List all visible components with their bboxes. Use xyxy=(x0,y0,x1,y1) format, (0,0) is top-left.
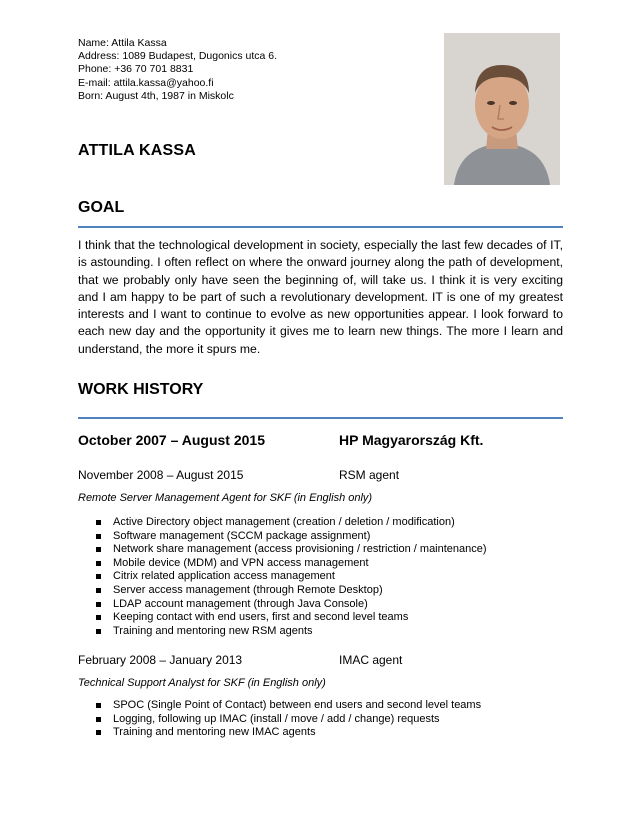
work-history-heading: WORK HISTORY xyxy=(78,381,204,398)
role-title: RSM agent xyxy=(339,468,400,482)
goal-divider xyxy=(78,226,563,228)
role-description: Remote Server Management Agent for SKF (in English only) xyxy=(78,492,373,504)
bullet-square-icon xyxy=(96,615,101,620)
bullet-square-icon xyxy=(96,703,101,708)
list-item: SPOC (Single Point of Contact) between end users and second level teams xyxy=(96,699,481,713)
role-dates: February 2008 – January 2013 xyxy=(78,653,243,667)
bullet-square-icon xyxy=(96,520,101,525)
role-title: IMAC agent xyxy=(339,653,403,667)
employment-period: October 2007 – August 2015 xyxy=(78,432,266,448)
contact-phone: Phone: +36 70 701 8831 xyxy=(78,63,194,76)
role-duties-list xyxy=(96,699,481,740)
list-item: Logging, following up IMAC (install / move / add / change) requests xyxy=(96,713,481,727)
role-description: Technical Support Analyst for SKF (in English only) xyxy=(78,677,326,689)
bullet-square-icon xyxy=(96,588,101,593)
list-item: Training and mentoring new RSM agents xyxy=(96,625,487,639)
bullet-square-icon xyxy=(96,534,101,539)
contact-block xyxy=(78,37,277,103)
list-item: Keeping contact with end users, first and second level teams xyxy=(96,611,487,625)
goal-paragraph: I think that the technological development in society, especially the last few decades of IT, is astounding. I often reflect on where the onward journey along the path of development, that we probably only have seen the beginning of, will take us. I think it is very exciting and I am happy to be part of such a revolutionary development. IT is one of my greatest interests and I want to continue to evolve as new opportunities appear. I look forward to each new day and the opportunity it gives me to learn new things. The more I learn and understand, the more it spurs me. xyxy=(78,238,563,356)
employer-name: HP Magyarország Kft. xyxy=(339,432,484,448)
list-item: Citrix related application access management xyxy=(96,570,487,584)
list-item: LDAP account management (through Java Console) xyxy=(96,598,487,612)
bullet-square-icon xyxy=(96,547,101,552)
resume-name-heading: ATTILA KASSA xyxy=(78,142,196,159)
list-item: Training and mentoring new IMAC agents xyxy=(96,726,481,740)
contact-email: E-mail: attila.kassa@yahoo.fi xyxy=(78,76,214,89)
bullet-square-icon xyxy=(96,717,101,722)
portrait-image xyxy=(444,33,560,185)
list-item: Active Directory object management (creation / deletion / modification) xyxy=(96,516,487,530)
bullet-square-icon xyxy=(96,574,101,579)
contact-name: Name: Attila Kassa xyxy=(78,37,167,49)
contact-address: Address: 1089 Budapest, Dugonics utca 6. xyxy=(78,50,278,63)
list-item: Network share management (access provisioning / restriction / maintenance) xyxy=(96,543,487,557)
profile-photo xyxy=(444,33,560,185)
bullet-square-icon xyxy=(96,629,101,634)
list-item: Server access management (through Remote Desktop) xyxy=(96,584,487,598)
work-history-divider xyxy=(78,417,563,419)
bullet-square-icon xyxy=(96,561,101,566)
role-duties-list xyxy=(96,516,487,638)
goal-heading: GOAL xyxy=(78,199,125,216)
bullet-square-icon xyxy=(96,730,101,735)
contact-born: Born: August 4th, 1987 in Miskolc xyxy=(78,89,234,102)
role-dates: November 2008 – August 2015 xyxy=(78,468,244,482)
list-item: Mobile device (MDM) and VPN access management xyxy=(96,557,487,571)
list-item: Software management (SCCM package assignment) xyxy=(96,530,487,544)
bullet-square-icon xyxy=(96,602,101,607)
